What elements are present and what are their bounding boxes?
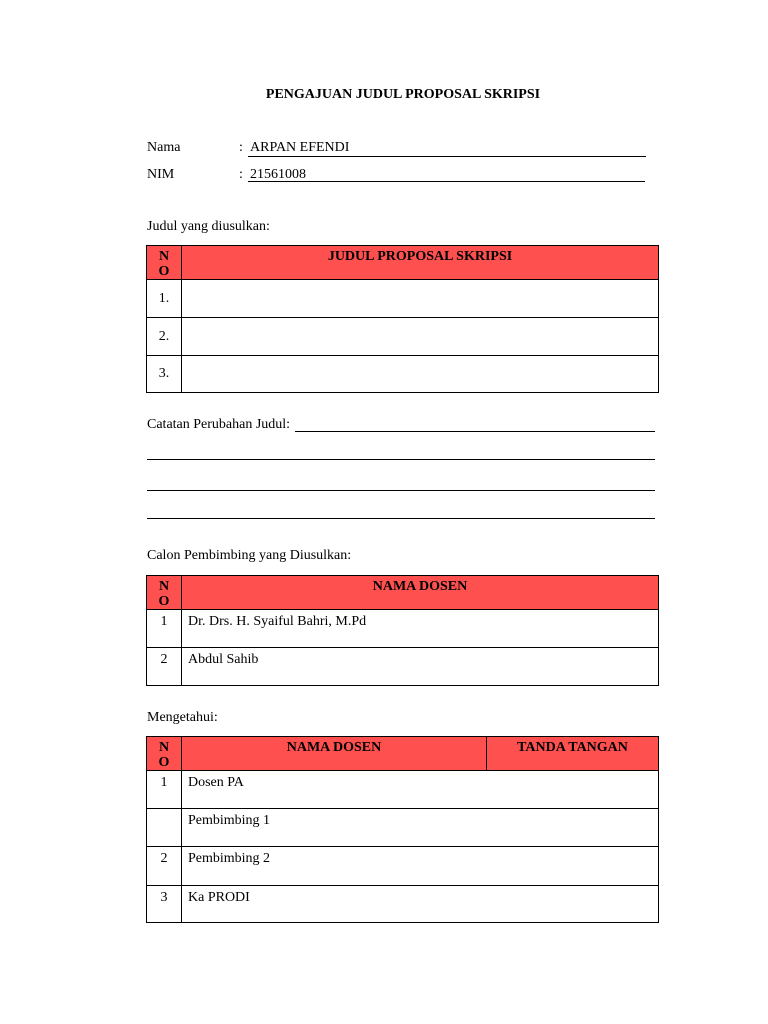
- pembimbing-row-no: 1: [147, 610, 182, 648]
- table-row: [147, 356, 659, 393]
- nim-value: 21561008: [250, 167, 306, 182]
- table-row: [147, 610, 659, 648]
- catatan-line-2: [147, 459, 655, 460]
- nim-label: NIM: [147, 167, 175, 182]
- judul-col-no: [147, 246, 182, 280]
- mengetahui-row-no: 3: [147, 886, 182, 923]
- mengetahui-row-no: [147, 809, 182, 847]
- judul-row-no: 2.: [147, 318, 182, 356]
- mengetahui-row-name: Pembimbing 2: [182, 847, 659, 886]
- judul-row-no: 1.: [147, 280, 182, 318]
- document-title: PENGAJUAN JUDUL PROPOSAL SKRIPSI: [265, 87, 541, 102]
- mengetahui-row-name: Pembimbing 1: [182, 809, 659, 847]
- pembimbing-col-no-line1: N: [158, 579, 170, 594]
- judul-row-no: 3.: [147, 356, 182, 393]
- mengetahui-row-no: 1: [147, 771, 182, 809]
- judul-col-title: JUDUL PROPOSAL SKRIPSI: [182, 246, 659, 280]
- judul-header-row: [147, 246, 659, 280]
- pembimbing-row-no: 2: [147, 648, 182, 686]
- pembimbing-col-no: [147, 576, 182, 610]
- catatan-label: Catatan Perubahan Judul:: [147, 417, 291, 432]
- table-row: [147, 847, 659, 886]
- pembimbing-row-name: Abdul Sahib: [182, 648, 659, 686]
- pembimbing-col-name: NAMA DOSEN: [182, 576, 659, 610]
- catatan-line-1: [295, 431, 655, 432]
- nama-underline: [248, 156, 646, 157]
- table-row: [147, 648, 659, 686]
- judul-heading: Judul yang diusulkan:: [147, 219, 270, 234]
- table-row: [147, 809, 659, 847]
- table-row: [147, 771, 659, 809]
- mengetahui-row-name: Dosen PA: [182, 771, 659, 809]
- nama-label: Nama: [147, 140, 181, 155]
- mengetahui-col-signature: TANDA TANGAN: [487, 737, 659, 771]
- judul-col-no-line2: O: [158, 264, 170, 279]
- table-row: [147, 318, 659, 356]
- judul-row-title[interactable]: [182, 318, 659, 356]
- pembimbing-row-name: Dr. Drs. H. Syaiful Bahri, M.Pd: [182, 610, 659, 648]
- mengetahui-header-row: [147, 737, 659, 771]
- judul-row-title[interactable]: [182, 280, 659, 318]
- catatan-line-3: [147, 490, 655, 491]
- mengetahui-heading: Mengetahui:: [147, 710, 218, 725]
- pembimbing-heading: Calon Pembimbing yang Diusulkan:: [147, 548, 352, 563]
- mengetahui-row-no: 2: [147, 847, 182, 886]
- mengetahui-col-no: [147, 737, 182, 771]
- nama-value: ARPAN EFENDI: [250, 140, 350, 155]
- judul-table: [146, 245, 659, 393]
- judul-row-title[interactable]: [182, 356, 659, 393]
- judul-col-no-line1: N: [158, 249, 170, 264]
- pembimbing-header-row: [147, 576, 659, 610]
- table-row: [147, 280, 659, 318]
- nama-colon: :: [239, 140, 243, 155]
- mengetahui-col-name: NAMA DOSEN: [182, 737, 487, 771]
- mengetahui-col-no-line1: N: [158, 740, 170, 755]
- pembimbing-col-no-line2: O: [158, 594, 170, 609]
- mengetahui-col-no-line2: O: [158, 755, 170, 770]
- mengetahui-table: [146, 736, 659, 923]
- pembimbing-table: [146, 575, 659, 686]
- table-row: [147, 886, 659, 923]
- catatan-line-4: [147, 518, 655, 519]
- mengetahui-row-name: Ka PRODI: [182, 886, 659, 923]
- nim-underline: [248, 181, 645, 182]
- nim-colon: :: [239, 167, 243, 182]
